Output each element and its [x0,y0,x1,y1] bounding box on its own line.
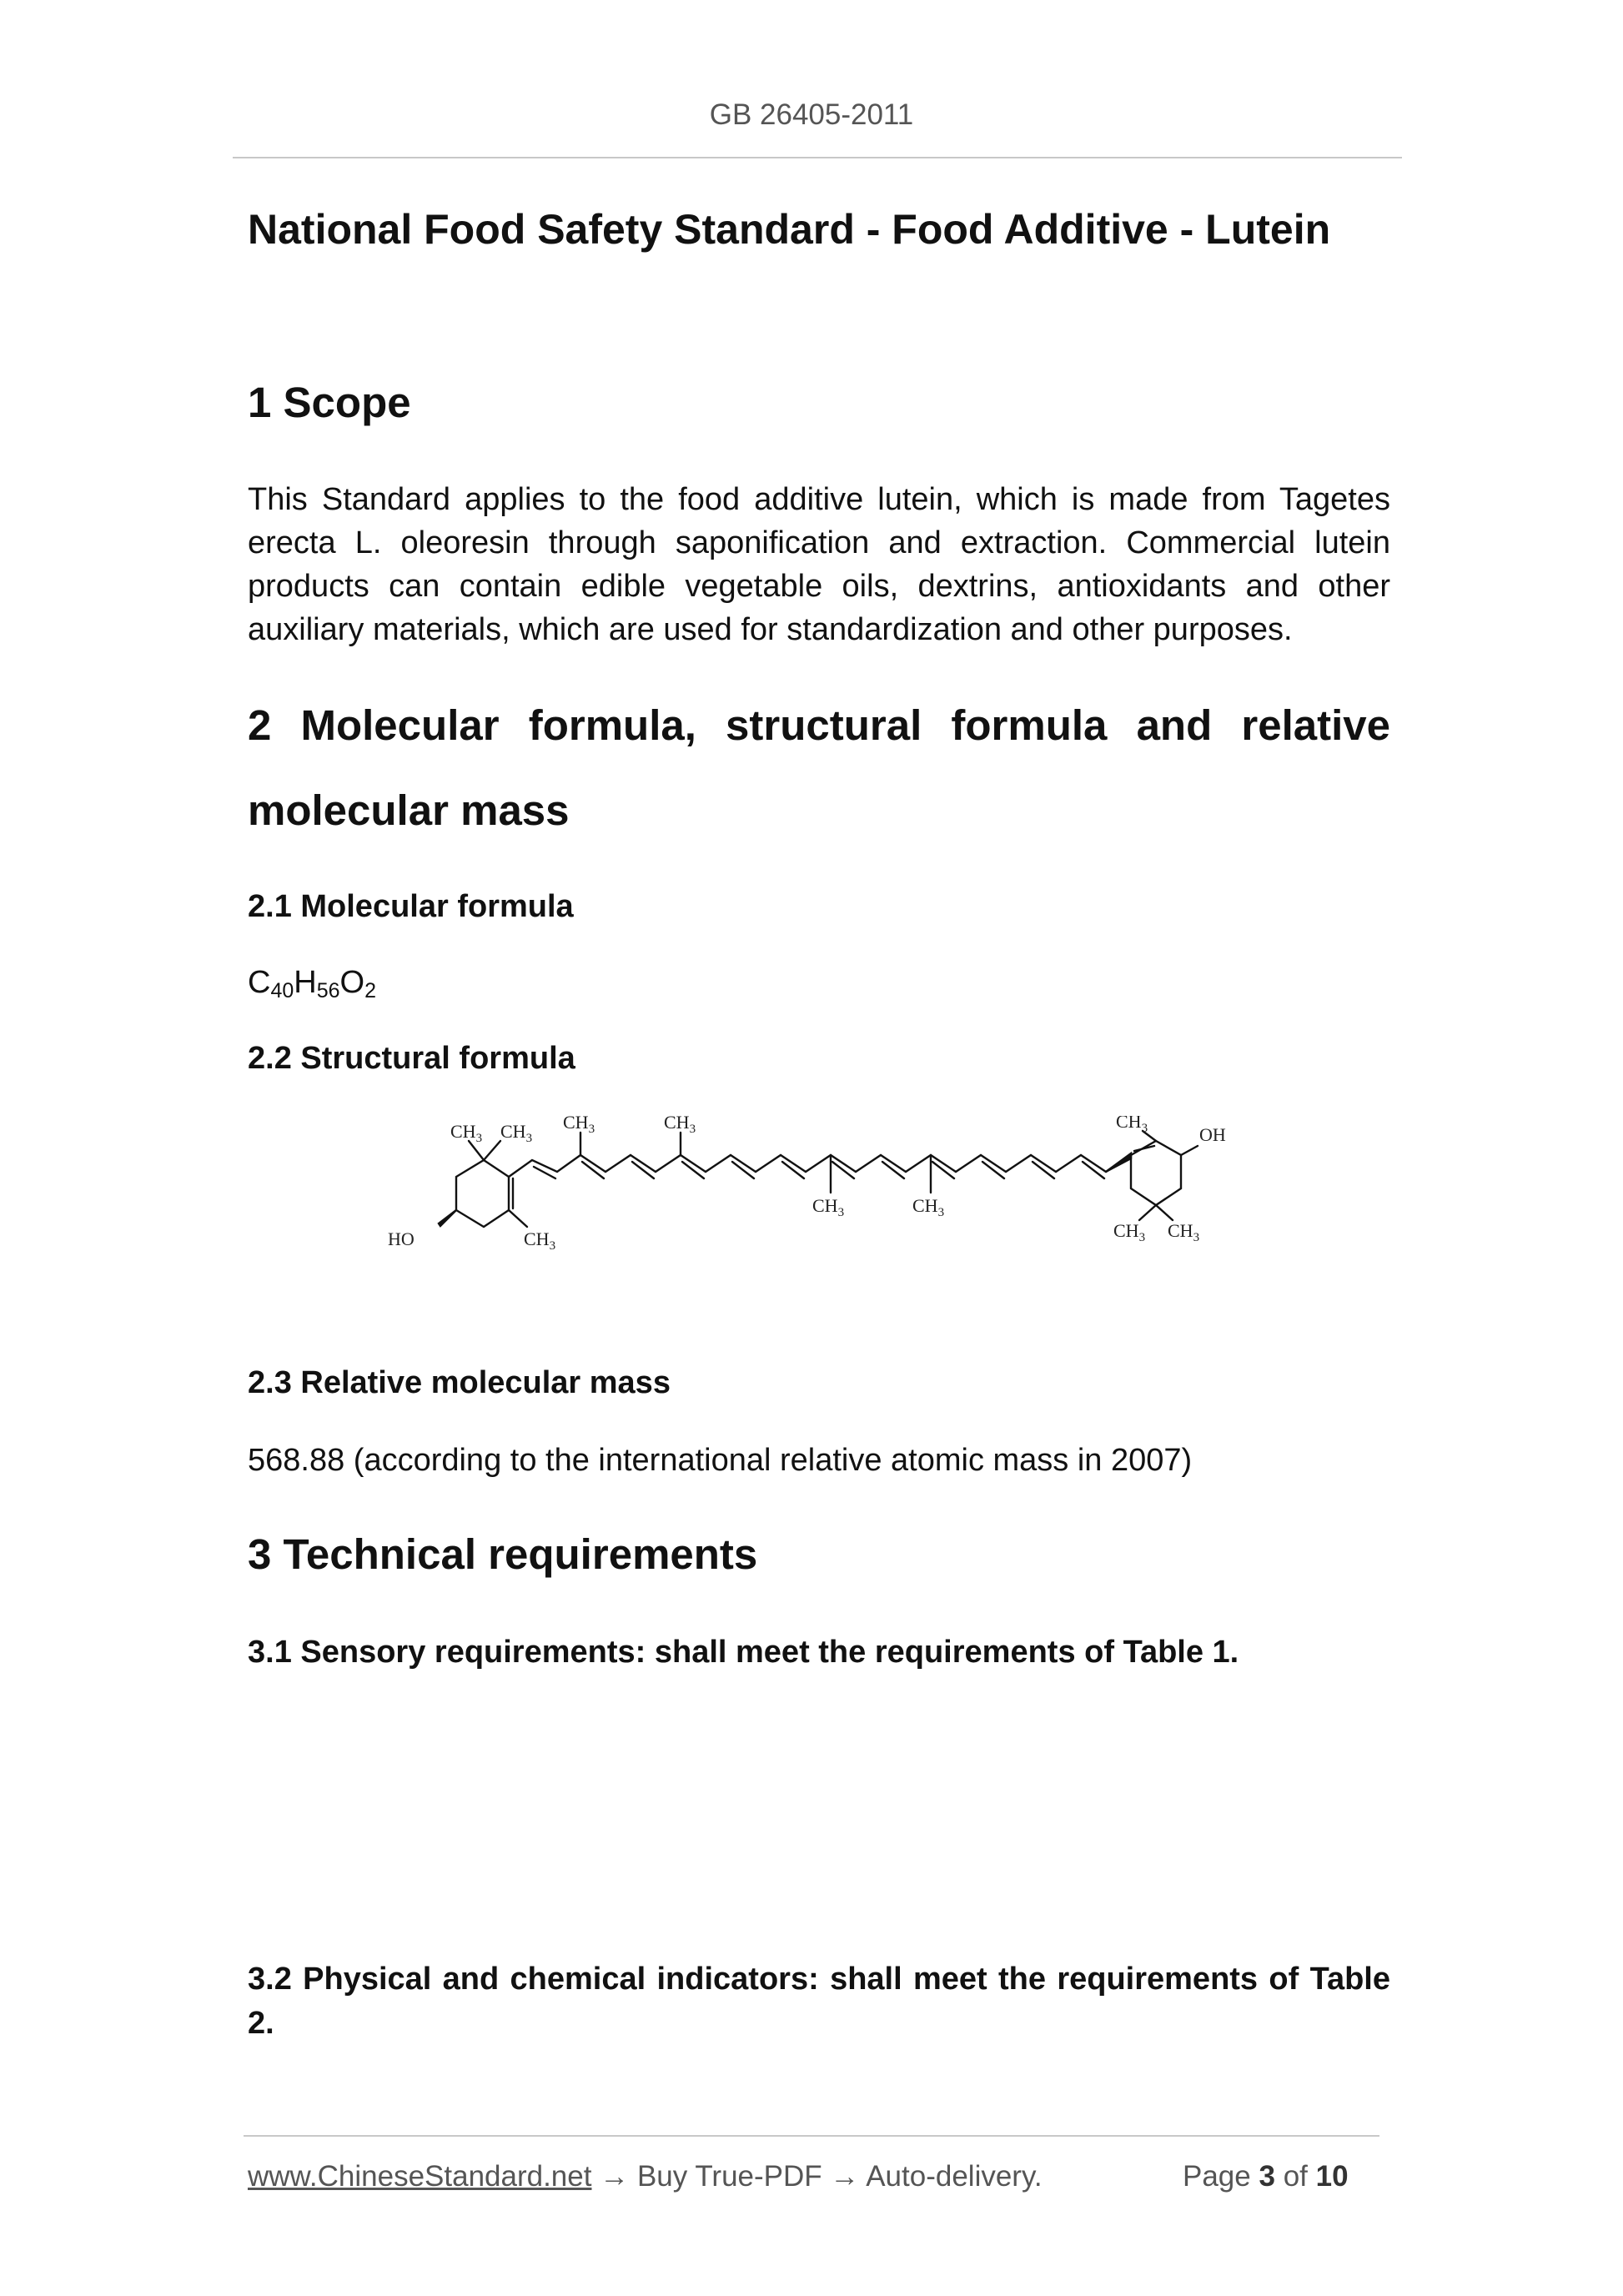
left-ring [456,1160,509,1227]
page-word: Page [1183,2160,1251,2193]
subsection-3-2-heading-line1: 3.2 Physical and chemical indicators: shall meet the requirements of Table [248,1962,1390,1997]
scope-line: This Standard applies to the food additive lutein, which is made from Tagetes [248,482,1390,517]
website-link[interactable]: www.ChineseStandard.net [248,2160,592,2193]
ch3-label: $CH_3$ [1168,1220,1200,1244]
ch3-label: $CH_3$ [912,1195,945,1219]
header-divider [233,157,1402,158]
scope-paragraph [248,478,1390,651]
page-total: 10 [1315,2160,1349,2193]
ch3-label: $CH_3$ [500,1121,533,1145]
formula-carbon-count: 40 [270,979,294,1002]
ch3-label: $CH_3$ [664,1116,696,1136]
page-indicator [1183,2160,1349,2193]
scope-line: erecta L. oleoresin through saponification and extraction. Commercial lutein [248,525,1390,560]
ch3-label: $CH_3$ [450,1121,483,1145]
arrow-right-icon: → [830,2160,860,2193]
section-1-heading: 1 Scope [248,379,411,426]
formula-carbon: C [248,965,271,1000]
ch3-label: $CH_3$ [1113,1220,1146,1244]
footer-divider [244,2135,1379,2137]
subsection-2-2-heading: 2.2 Structural formula [248,1041,575,1076]
delivery-text: Auto-delivery. [866,2160,1043,2193]
page-number: 3 [1259,2160,1275,2193]
ch3-label: $CH_3$ [563,1116,595,1136]
subsection-3-2-heading-line2: 2. [248,2006,274,2041]
section-3-heading: 3 Technical requirements [248,1530,758,1578]
ch3-label: $CH_3$ [1116,1116,1148,1135]
formula-hydrogen-count: 56 [316,979,340,1002]
lutein-structural-formula [367,1116,1284,1333]
ch3-label: $CH_3$ [524,1228,556,1253]
document-title: National Food Safety Standard - Food Additive - Lutein [248,206,1331,253]
buy-text: Buy True-PDF [636,2160,822,2193]
oh-label: OH [1199,1124,1226,1145]
arrow-right-icon: → [600,2160,630,2193]
scope-line: products can contain edible vegetable oils, dextrins, antioxidants and other [248,569,1390,604]
document-id: GB 26405-2011 [709,98,914,131]
formula-hydrogen: H [294,965,317,1000]
section-2-heading-line1: 2 Molecular formula, structural formula and relative [248,701,1390,749]
subsection-2-1-heading: 2.1 Molecular formula [248,889,574,924]
formula-oxygen-count: 2 [364,979,376,1002]
subsection-2-3-heading: 2.3 Relative molecular mass [248,1365,671,1400]
scope-line: auxiliary materials, which are used for standardization and other purposes. [248,612,1293,647]
molecular-mass-text: 568.88 (according to the international relative atomic mass in 2007) [248,1443,1193,1478]
formula-oxygen: O [339,965,365,1000]
molecular-formula [248,965,376,1001]
of-word: of [1283,2160,1308,2193]
footer-left [248,2160,1043,2193]
section-2-heading-line2: molecular mass [248,786,570,834]
ho-label: HO [388,1228,415,1249]
ch3-label: $CH_3$ [812,1195,845,1219]
subsection-3-1-heading: 3.1 Sensory requirements: shall meet the requirements of Table 1. [248,1635,1239,1670]
